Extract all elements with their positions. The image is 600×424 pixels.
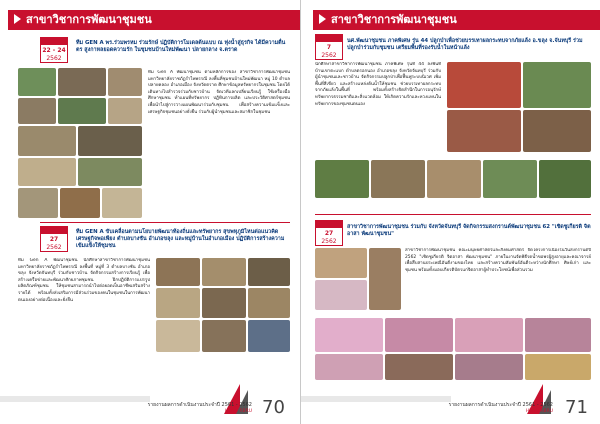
photo (523, 62, 591, 108)
photo (385, 354, 453, 380)
page-number: 71 (565, 397, 588, 418)
photo (78, 126, 142, 156)
left-header-banner (8, 10, 300, 30)
news-title: ทีม GEN A พร.ร่วมพรหม ร่วมรักษ์ ปฏิบัติการโมเดลต้นแบบ ณ ทุ่งน้ำสู่ธุรกิจ ได้มีความตื่นตร สูงกาหลยอดความรัก ในชุมชนบ้านใหม่พัฒนา ปลายกลาง จ.ตราด (76, 40, 286, 53)
news-body: นักศึกษาสาขาวิชาการพัฒนาชุมชน ภาคพิเศษ รุ่นที่ 44 ลงพื้นที่บ้านเขาตะแบก ตำบลตรอกนอง อำเภอขลุง จังหวัดจันทบุรี ร่วมกับผู้นำชุมชนและชาวบ้าน จัดกิจกรรมปลูกป่าเพื่อฟื้นฟูระบบนิเวศ เพิ่มพื้นที่สีเขียว และสร้างแหล่งต้นน้ำให้ชุมชน ช่วยบรรเทาผลกระทบจากภัยแล้งในพื้นที่ พร้อมทั้งสร้างจิตสำนึกในการอนุรักษ์ทรัพยากรธรรมชาติและสิ่งแวดล้อม ให้เกิดความรักและหวงแหนในทรัพยากรของชุมชนตนเอง (315, 62, 441, 107)
photo (385, 318, 453, 352)
news-body: ทีม Gen A พัฒนาชุมชน ตามหลักการของ สาขาวิชาการพัฒนาชุมชน มหาวิทยาลัยราชภัฏรำไพพรรณี ลงพื้นที่ชุมชนบ้านใหม่พัฒนา หมู่ 10 ตำบลปลายคลอง อำเภอเมือง จังหวัดตราด ศึกษาข้อมูลทรัพยากรในชุมชน โดยได้เดินทางไปสำรวจร่วมกับชาวบ้าน จัดเวทีแลกเปลี่ยนเรียนรู้ ใช้เครื่องมือศึกษาชุมชน ทำแผนที่ทรัพยากร ปฏิทินการผลิต และประวัติศาสตร์ชุมชน เพื่อนำไปสู่การวางแผนพัฒนาร่วมกับชุมชน เพื่อสร้างความเข้มแข็งและเศรษฐกิจชุมชนอย่างยั่งยืน ร่วมกับผู้นำชุมชนและสมาชิกในชุมชน (148, 70, 290, 115)
photo (18, 68, 56, 96)
photo (58, 68, 106, 96)
date-day: 27 (324, 230, 334, 237)
photo (202, 288, 246, 318)
photo (315, 248, 367, 278)
photo (248, 288, 290, 318)
photo (523, 110, 591, 152)
photo (483, 160, 537, 198)
arrow-icon (14, 14, 21, 24)
date-day: 22 - 24 (42, 47, 66, 54)
right-page (300, 0, 600, 424)
photo (102, 188, 142, 218)
photo (248, 258, 290, 286)
photo (18, 158, 76, 186)
news-body: สาขาวิชาการพัฒนาชุมชน คณะมนุษยศาสตร์และสังคมศาสตร์ จัดโครงการเนื่องในวันสงกรานต์ปี 2562 "เชิดชูเกียรติ จิตอาสา พัฒนาชุมชน" ภายในงานจัดพิธีรดน้ำขอพรผู้สูงอายุและคณาจารย์ เพื่อสืบสานประเพณีอันดีงามของไทย และสร้างความสัมพันธ์อันดีระหว่างนักศึกษา ศิษย์เก่า และชุมชน พร้อมทั้งมอบเกียรติบัตรแก่จิตอาสาผู้ทำประโยชน์เพื่อส่วนรวม (405, 248, 591, 273)
photo (58, 98, 106, 124)
photo (156, 258, 200, 286)
calendar-icon (315, 220, 343, 246)
footer-subtitle: HUSO RBRU (224, 409, 252, 414)
footer (112, 401, 252, 414)
date-day: 7 (326, 44, 332, 51)
calendar-icon (40, 37, 68, 63)
right-header-title: สาขาวิชาการพัฒนาชุมชน (331, 13, 457, 26)
photo (315, 280, 367, 310)
news-title: สาขาวิชาการพัฒนาชุมชน ร่วมกับ จังหวัดจันทบุรี จัดกิจกรรมสงกรานต์พัฒนาชุมชน 62 "เชิดชูเกียรติ จิตอาสา พัฒนาชุมชน" (347, 224, 591, 237)
photo (427, 160, 481, 198)
photo (525, 318, 591, 352)
news-title: ทีม GEN A ขับเคลื่อนตามนโยบายพัฒนาท้องถิ่นและทรัพยากร สุขพหุภูมิไหนต่อแนวคิด เศรษฐกิจพอเพียง ตำบลบางชัน อำเภอขลุง และหมู่บ้านในอำเภอเมือง ปฏิบัติการสร้างความเข้มแข็งให้ชุมชน (76, 229, 285, 249)
photo (315, 160, 369, 198)
photo (18, 126, 76, 156)
right-header-banner (313, 10, 600, 30)
photo (202, 258, 246, 286)
footer (413, 401, 553, 414)
photo (108, 98, 142, 124)
date-year: 2562 (46, 55, 62, 62)
arrow-icon (319, 14, 326, 24)
photo (18, 188, 58, 218)
photo (156, 320, 200, 352)
photo (525, 354, 591, 380)
photo (447, 110, 521, 152)
date-year: 2562 (321, 238, 337, 245)
photo (315, 354, 383, 380)
photo (539, 160, 591, 198)
date-year: 2562 (46, 244, 62, 251)
date-year: 2562 (321, 52, 337, 59)
left-header-title: สาขาวิชาการพัฒนาชุมชน (26, 13, 152, 26)
photo (108, 68, 142, 96)
divider (40, 222, 290, 223)
photo (78, 158, 142, 186)
date-day: 27 (49, 236, 59, 243)
photo (18, 98, 56, 124)
photo (202, 320, 246, 352)
photo (60, 188, 100, 218)
photo (447, 62, 521, 108)
news-title: นศ.พัฒนาชุมชน ภาคพิเศษ รุ่น 44 ปลูกป่าเพื่อช่วยบรรเทาผลกระทบจากภัยแล้ง อ.ขลุง จ.จันทบุรี ร่วมปลูกป่าร่วมกับชุมชน เตรียมพื้นที่รองรับน้ำในหน้าแล้ง (347, 38, 583, 51)
photo (455, 318, 523, 352)
news-body: ทีม Gen A พัฒนาชุมชน นักศึกษาสาขาวิชาการพัฒนาชุมชน มหาวิทยาลัยราชภัฏรำไพพรรณี ลงพื้นที่ หมู่ที่ 3 ตำบลบางชัน อำเภอขลุง จังหวัดจันทบุรี ร่วมกับชาวบ้าน จัดกิจกรรมสร้างการเรียนรู้ เพื่อสร้างเครือข่ายและพัฒนาศักยภาพชุมชน ฝึกปฏิบัติการแปรรูปผลิตภัณฑ์ชุมชน ให้ชุมชนสามารถนำไปต่อยอดเป็นอาชีพเสริมสร้างรายได้ พร้อมทั้งส่งเสริมการมีส่วนร่วมของคนในชุมชนในการพัฒนาตนเองอย่างต่อเนื่องและยั่งยืน (18, 258, 150, 303)
photo (248, 320, 290, 352)
page-number: 70 (262, 397, 285, 418)
photo (455, 354, 523, 380)
footer-title: รายงานผลการดำเนินงานประจำปี 2561 - 2562 (147, 402, 252, 408)
photo (369, 248, 401, 310)
footer-title: รายงานผลการดำเนินงานประจำปี 2561 - 2562 (448, 402, 553, 408)
divider (315, 214, 591, 215)
calendar-icon (315, 34, 343, 60)
photo (315, 318, 383, 352)
photo (371, 160, 425, 198)
footer-subtitle: HUSO RBRU (525, 409, 553, 414)
photo (156, 288, 200, 318)
calendar-icon (40, 226, 68, 252)
